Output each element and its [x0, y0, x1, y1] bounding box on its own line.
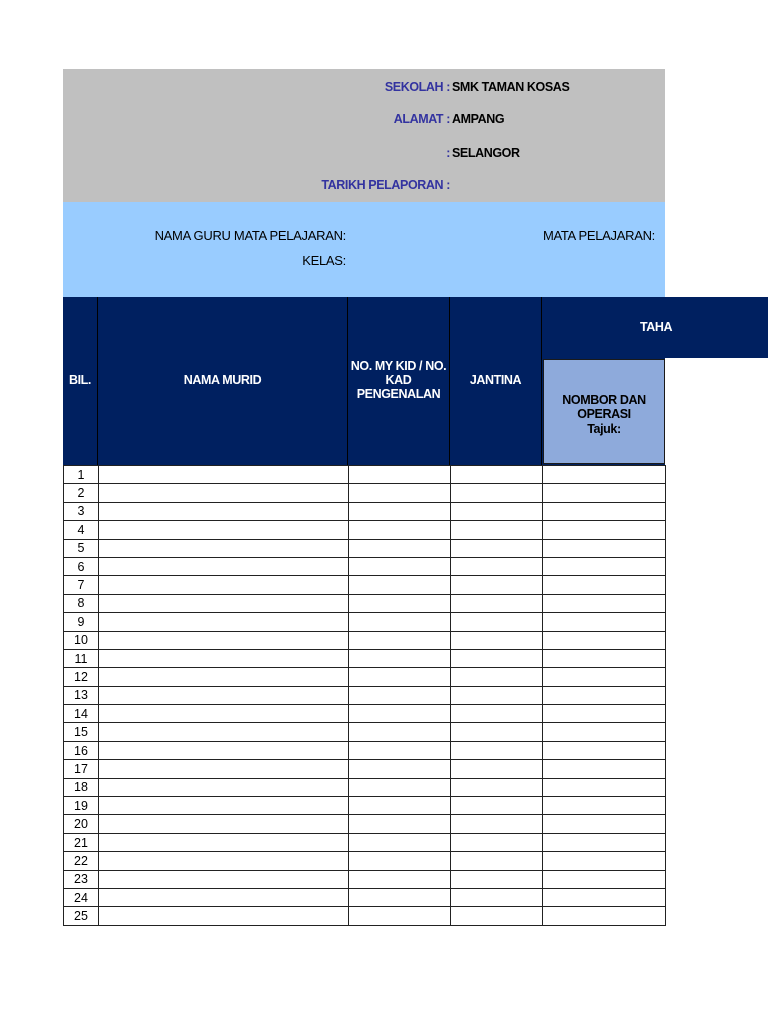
topic-cell[interactable]	[543, 760, 666, 778]
nama-cell[interactable]	[99, 907, 349, 925]
alamat2-value: SELANGOR	[452, 146, 520, 160]
table-row	[64, 594, 666, 612]
topic-header-line2: OPERASI	[577, 407, 631, 422]
table-row	[64, 778, 666, 796]
mykid-header-line2: KAD	[385, 373, 412, 388]
row-number: 20	[64, 815, 99, 833]
jantina-cell[interactable]	[451, 907, 543, 925]
table-row	[64, 484, 666, 502]
jantina-cell[interactable]	[451, 888, 543, 906]
mykid-cell[interactable]	[349, 833, 451, 851]
jantina-cell[interactable]	[451, 557, 543, 575]
nama-cell[interactable]	[99, 484, 349, 502]
row-number: 2	[64, 484, 99, 502]
table-row	[64, 907, 666, 925]
mykid-cell[interactable]	[349, 705, 451, 723]
jantina-header-text: JANTINA	[469, 373, 522, 388]
nama-cell[interactable]	[99, 466, 349, 484]
row-number: 7	[64, 576, 99, 594]
jantina-cell[interactable]	[451, 649, 543, 667]
topic-cell[interactable]	[543, 466, 666, 484]
topic-header-line1: NOMBOR DAN	[562, 392, 646, 407]
topic-cell[interactable]	[543, 778, 666, 796]
nama-cell[interactable]	[99, 760, 349, 778]
nama-cell[interactable]	[99, 576, 349, 594]
topic-cell[interactable]	[543, 705, 666, 723]
mykid-cell[interactable]	[349, 502, 451, 520]
jantina-cell[interactable]	[451, 705, 543, 723]
row-number: 13	[64, 686, 99, 704]
jantina-cell[interactable]	[451, 484, 543, 502]
nama-cell[interactable]	[99, 741, 349, 759]
alamat-value: AMPANG	[452, 112, 505, 126]
row-number: 5	[64, 539, 99, 557]
mykid-cell[interactable]	[349, 557, 451, 575]
bil-header-text: BIL.	[68, 373, 91, 388]
nama-cell[interactable]	[99, 852, 349, 870]
table-row	[64, 502, 666, 520]
topic-cell[interactable]	[543, 870, 666, 888]
nama-cell[interactable]	[99, 557, 349, 575]
row-number: 16	[64, 741, 99, 759]
row-number: 9	[64, 613, 99, 631]
nama-cell[interactable]	[99, 705, 349, 723]
tarikh-row	[63, 178, 665, 198]
table-row	[64, 521, 666, 539]
topic-cell[interactable]	[543, 521, 666, 539]
jantina-cell[interactable]	[451, 613, 543, 631]
alamat-row	[63, 112, 665, 132]
row-number: 4	[64, 521, 99, 539]
kelas-label: KELAS:	[302, 253, 346, 268]
topic-cell[interactable]	[543, 815, 666, 833]
mykid-cell[interactable]	[349, 797, 451, 815]
nama-cell[interactable]	[99, 833, 349, 851]
taha-header-text: TAHA	[640, 319, 673, 334]
mykid-cell[interactable]	[349, 594, 451, 612]
table-row	[64, 576, 666, 594]
jantina-cell[interactable]	[451, 741, 543, 759]
nama-cell[interactable]	[99, 668, 349, 686]
jantina-cell[interactable]	[451, 521, 543, 539]
row-number: 19	[64, 797, 99, 815]
jantina-cell[interactable]	[451, 576, 543, 594]
school-header	[63, 69, 665, 202]
table-row	[64, 852, 666, 870]
topic-cell[interactable]	[543, 907, 666, 925]
jantina-cell[interactable]	[451, 594, 543, 612]
topic-cell[interactable]	[543, 594, 666, 612]
topic-header	[543, 359, 665, 464]
row-number: 24	[64, 888, 99, 906]
student-grid	[63, 465, 666, 926]
table-row	[64, 888, 666, 906]
jantina-cell[interactable]	[451, 631, 543, 649]
jantina-cell[interactable]	[451, 760, 543, 778]
tarikh-label: TARIKH PELAPORAN :	[321, 178, 450, 192]
topic-cell[interactable]	[543, 741, 666, 759]
jantina-cell[interactable]	[451, 668, 543, 686]
mykid-cell[interactable]	[349, 852, 451, 870]
topic-cell[interactable]	[543, 539, 666, 557]
topic-cell[interactable]	[543, 502, 666, 520]
jantina-cell[interactable]	[451, 723, 543, 741]
jantina-cell[interactable]	[451, 852, 543, 870]
nama-cell[interactable]	[99, 815, 349, 833]
row-number: 17	[64, 760, 99, 778]
row-number: 8	[64, 594, 99, 612]
nama-cell[interactable]	[99, 723, 349, 741]
table-row	[64, 631, 666, 649]
topic-cell[interactable]	[543, 557, 666, 575]
row-number: 15	[64, 723, 99, 741]
mykid-cell[interactable]	[349, 613, 451, 631]
topic-cell[interactable]	[543, 833, 666, 851]
mykid-cell[interactable]	[349, 484, 451, 502]
nama-cell[interactable]	[99, 686, 349, 704]
jantina-cell[interactable]	[451, 797, 543, 815]
bil-header	[63, 297, 98, 465]
topic-cell[interactable]	[543, 723, 666, 741]
mykid-cell[interactable]	[349, 576, 451, 594]
nama-cell[interactable]	[99, 870, 349, 888]
row-number: 23	[64, 870, 99, 888]
nama-cell[interactable]	[99, 502, 349, 520]
row-number: 11	[64, 649, 99, 667]
topic-cell[interactable]	[543, 668, 666, 686]
alamat2-row	[63, 146, 665, 166]
table-row	[64, 539, 666, 557]
jantina-cell[interactable]	[451, 502, 543, 520]
sekolah-value: SMK TAMAN KOSAS	[452, 80, 570, 94]
nama-cell[interactable]	[99, 594, 349, 612]
topic-cell[interactable]	[543, 888, 666, 906]
row-number: 25	[64, 907, 99, 925]
row-number: 21	[64, 833, 99, 851]
mykid-cell[interactable]	[349, 907, 451, 925]
jantina-cell[interactable]	[451, 778, 543, 796]
table-row	[64, 870, 666, 888]
sekolah-label: SEKOLAH :	[384, 80, 450, 94]
topic-cell[interactable]	[543, 649, 666, 667]
jantina-cell[interactable]	[451, 870, 543, 888]
table-row	[64, 686, 666, 704]
topic-cell[interactable]	[543, 686, 666, 704]
mykid-header-line1: NO. MY KID / NO.	[350, 359, 447, 374]
mykid-cell[interactable]	[349, 668, 451, 686]
topic-cell[interactable]	[543, 852, 666, 870]
mykid-cell[interactable]	[349, 723, 451, 741]
jantina-cell[interactable]	[451, 466, 543, 484]
topic-cell[interactable]	[543, 613, 666, 631]
table-row	[64, 668, 666, 686]
table-row	[64, 466, 666, 484]
taha-header	[542, 297, 768, 358]
table-row	[64, 613, 666, 631]
alamat-label: ALAMAT :	[393, 112, 450, 126]
table-row	[64, 557, 666, 575]
mykid-cell[interactable]	[349, 778, 451, 796]
row-number: 6	[64, 557, 99, 575]
table-row	[64, 649, 666, 667]
mykid-cell[interactable]	[349, 760, 451, 778]
mykid-cell[interactable]	[349, 888, 451, 906]
mykid-cell[interactable]	[349, 466, 451, 484]
row-number: 14	[64, 705, 99, 723]
mykid-cell[interactable]	[349, 686, 451, 704]
nama-cell[interactable]	[99, 539, 349, 557]
nama-murid-header	[98, 297, 348, 465]
mykid-cell[interactable]	[349, 521, 451, 539]
jantina-cell[interactable]	[451, 815, 543, 833]
mata-pelajaran-label: MATA PELAJARAN:	[542, 228, 655, 243]
mykid-cell[interactable]	[349, 539, 451, 557]
topic-cell[interactable]	[543, 631, 666, 649]
mykid-cell[interactable]	[349, 649, 451, 667]
mykid-cell[interactable]	[349, 631, 451, 649]
jantina-header	[450, 297, 542, 465]
nama-cell[interactable]	[99, 649, 349, 667]
row-number: 1	[64, 466, 99, 484]
row-number: 18	[64, 778, 99, 796]
row-number: 22	[64, 852, 99, 870]
mykid-header-line3: PENGENALAN	[356, 386, 441, 401]
teacher-header	[63, 202, 665, 297]
topic-cell[interactable]	[543, 484, 666, 502]
table-row	[64, 797, 666, 815]
table-row	[64, 705, 666, 723]
table-row	[64, 760, 666, 778]
mykid-cell[interactable]	[349, 815, 451, 833]
topic-cell[interactable]	[543, 576, 666, 594]
nama-guru-label: NAMA GURU MATA PELAJARAN:	[154, 228, 346, 243]
student-table	[63, 465, 666, 926]
row-number: 12	[64, 668, 99, 686]
table-row	[64, 815, 666, 833]
table-row	[64, 741, 666, 759]
mykid-cell[interactable]	[349, 741, 451, 759]
row-number: 3	[64, 502, 99, 520]
row-number: 10	[64, 631, 99, 649]
table-row	[64, 723, 666, 741]
alamat2-label: :	[446, 146, 450, 160]
jantina-cell[interactable]	[451, 833, 543, 851]
table-row	[64, 833, 666, 851]
mykid-header	[348, 297, 450, 465]
nama-cell[interactable]	[99, 631, 349, 649]
topic-cell[interactable]	[543, 797, 666, 815]
nama-murid-header-text: NAMA MURID	[183, 373, 262, 388]
jantina-cell[interactable]	[451, 686, 543, 704]
nama-cell[interactable]	[99, 613, 349, 631]
nama-cell[interactable]	[99, 521, 349, 539]
nama-cell[interactable]	[99, 778, 349, 796]
nama-cell[interactable]	[99, 888, 349, 906]
topic-header-line3: Tajuk:	[587, 421, 621, 436]
jantina-cell[interactable]	[451, 539, 543, 557]
mykid-cell[interactable]	[349, 870, 451, 888]
nama-cell[interactable]	[99, 797, 349, 815]
sekolah-row	[63, 80, 665, 100]
